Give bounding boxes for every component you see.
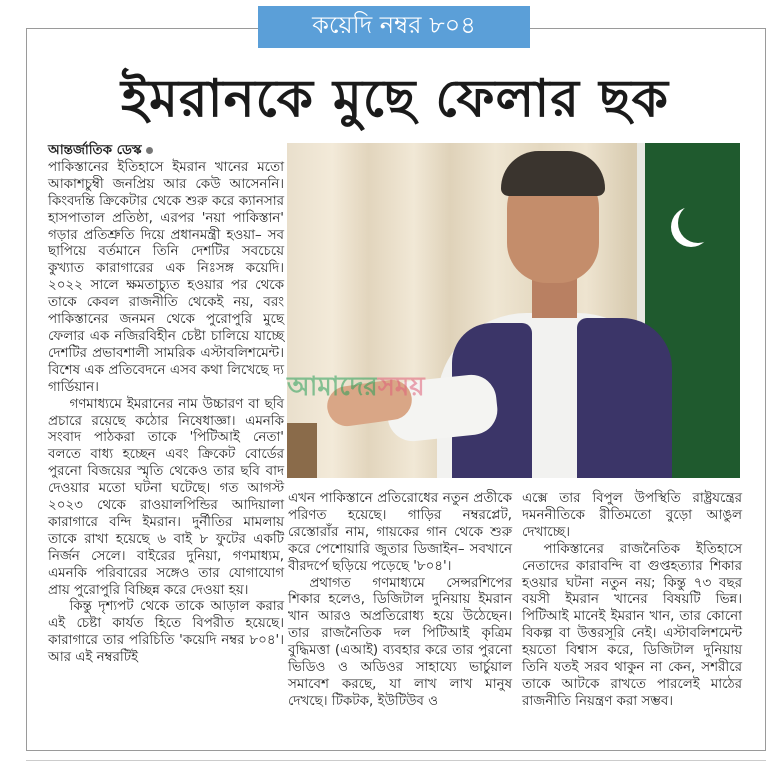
bullet-dot-icon <box>146 147 153 154</box>
frame-divider <box>26 28 258 29</box>
byline: আন্তর্জাতিক ডেস্ক <box>48 143 142 158</box>
headline: ইমরানকে মুছে ফেলার ছক <box>121 69 669 129</box>
person-hair <box>501 151 605 196</box>
article-column-1 <box>48 143 284 667</box>
crescent-icon <box>678 203 718 243</box>
frame-divider <box>530 28 766 29</box>
paragraph: প্রথাগত গণমাধ্যমে সেন্সরশিপের শিকার হলেও, ডিজিটাল দুনিয়ায় ইমরান খান আরও অপ্রতিরোধ্য হয়ে উঠেছেন। তার রাজনৈতিক দল পিটিআই কৃত্রিম বুদ্ধিমত্তা (এআই) ব্যবহার করে তার পুরনো ভিডিও ও অডিওর সাহায্যে ভার্চুয়াল সমাবেশ করছে, যা লাখ লাখ মানুষ দেখছে। টিকটক, ইউটিউব ও <box>288 575 512 709</box>
paragraph: পাকিস্তানের ইতিহাসে ইমরান খানের মতো আকাশচুম্বী জনপ্রিয় আর কেউ আসেননি। কিংবদন্তি ক্রিকেটার থেকে শুরু করে ক্যানসার হাসপাতাল প্রতিষ্ঠা, এরপর 'নয়া পাকিস্তান' গড়ার প্রতিশ্রুতি দিয়ে প্রধানমন্ত্রী হওয়া– সব ছাপিয়ে বর্তমানে তিনি দেশটির সবচেয়ে কুখ্যাত কারাগারের এক নিঃসঙ্গ কয়েদি। ২০২২ সালে ক্ষমতাচ্যুত হওয়ার পর থেকে তাকে কেবল রাজনীতি থেকেই নয়, বরং পাকিস্তানের জনমন থেকে পুরোপুরি মুছে ফেলার এক নজিরবিহীন চেষ্টা চালিয়ে যাচ্ছে দেশটির প্রভাবশালী সামরিক এস্টাবলিশমেন্ট। বিশেষ এক প্রতিবেদনে এসব কথা লিখেছে দ্য গার্ডিয়ান। <box>48 159 284 395</box>
newspaper-watermark <box>287 366 527 410</box>
paragraph: গণমাধ্যমে ইমরানের নাম উচ্চারণ বা ছবি প্রচারে রয়েছে কঠোর নিষেধাজ্ঞা। এমনকি সংবাদ পাঠকরা তাকে 'পিটিআই নেতা' বলতে বাধ্য হচ্ছেন এবং ক্রিকেট বোর্ডের পুরনো বিজয়ের স্মৃতি থেকেও তার ছবি বাদ দেওয়ার মতো ঘটনা ঘটেছে। গত আগস্ট ২০২৩ থেকে রাওয়ালপিন্ডির আদিয়ালা কারাগারে বন্দি ইমরান। দুর্নীতির মামলায় তাকে রাখা হয়েছে ৬ বাই ৮ ফুটের একটি নির্জন সেলে। বাইরের দুনিয়া, গণমাধ্যম, এমনকি পরিবারের সঙ্গেও তার যোগাযোগ প্রায় পুরোপুরি বিচ্ছিন্ন করে দেওয়া হয়। <box>48 396 284 598</box>
chair <box>287 423 317 478</box>
article-photo <box>287 143 740 478</box>
kicker-label: কয়েদি নম্বর ৮০৪ <box>258 6 530 48</box>
article-column-2 <box>288 491 512 711</box>
watermark-part: আমাদের <box>287 372 378 402</box>
article-column-3 <box>522 491 742 711</box>
paragraph: কিন্তু দৃশ্যপট থেকে তাকে আড়াল করার এই চেষ্টা কার্যত হিতে বিপরীত হয়েছে। কারাগারে তার পরিচিতি 'কয়েদি নম্বর ৮০৪'। আর এই নম্বরটিই <box>48 599 284 666</box>
paragraph: এখন পাকিস্তানে প্রতিরোধের নতুন প্রতীকে পরিণত হয়েছে। গাড়ির নম্বরপ্লেট, রেস্তোরাঁর নাম, গায়কের গান থেকে শুরু করে পেশোয়ারি জুতার ডিজাইন– সবখানে বীরদর্পে ছড়িয়ে পড়েছে '৮০৪'। <box>288 491 512 574</box>
person-vest <box>577 318 672 478</box>
watermark-part: সময় <box>377 372 425 402</box>
page-bottom-divider <box>26 760 766 761</box>
paragraph: এক্সে তার বিপুল উপস্থিতি রাষ্ট্রযন্ত্রের দমননীতিকে রীতিমতো বুড়ো আঙুল দেখাচ্ছে। <box>522 491 742 540</box>
paragraph: পাকিস্তানের রাজনৈতিক ইতিহাসে নেতাদের কারাবন্দি বা গুপ্তহত্যার শিকার হওয়ার ঘটনা নতুন নয়; কিন্তু ৭৩ বছর বয়সী ইমরান খানের বিষয়টি ভিন্ন। পিটিআই মানেই ইমরান খান, তার কোনো বিকল্প বা উত্তরসূরি নেই। এস্টাবলিশমেন্ট হয়তো বিশ্বাস করে, ডিজিটাল দুনিয়ায় তিনি যতই সরব থাকুন না কেন, সশরীরে তাকে আটকে রাখতে পারলেই মাঠের রাজনীতি নিয়ন্ত্রণ করা সম্ভব। <box>522 541 742 709</box>
